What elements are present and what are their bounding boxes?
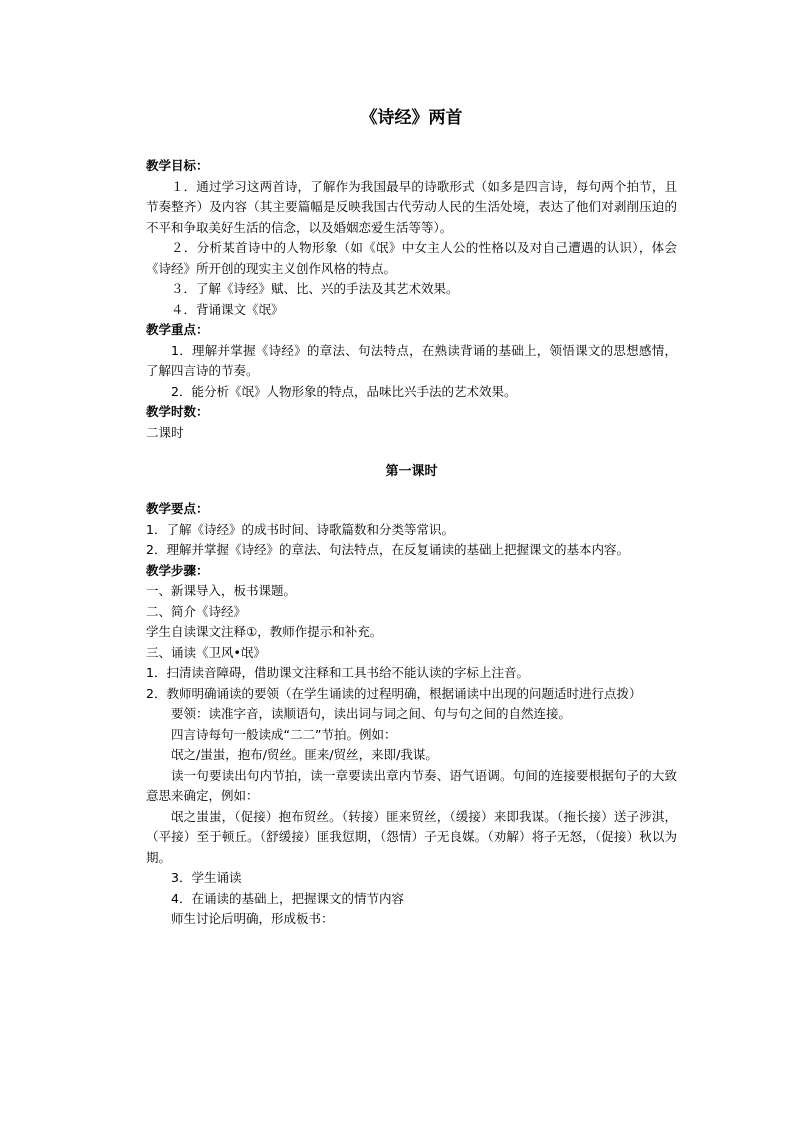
lesson1-point-item: 2．理解并掌握《诗经》的章法、句法特点，在反复诵读的基础上把握课文的基本内容。 — [146, 542, 629, 557]
reading-paragraph: 要领：读准字音，读顺语句，读出词与词之间、句与句之间的自然连接。 — [171, 706, 572, 721]
lesson1-point-item: 1．了解《诗经》的成书时间、诗歌篇数和分类等常识。 — [146, 521, 454, 537]
key-point-item: 2．能分析《氓》人物形象的特点，品味比兴手法的艺术效果。 — [171, 383, 517, 399]
reading-paragraph: 四言诗每句一般读成“二二”节拍。例如： — [171, 726, 397, 742]
reading-paragraph: 师生讨论后明确，形成板书： — [171, 911, 334, 926]
step-item: 学生自读课文注释①，教师作提示和补充。 — [146, 624, 383, 639]
lesson1-steps-heading: 教学步骤： — [146, 562, 209, 578]
lesson1-heading: 第一课时 — [385, 464, 438, 479]
hours-heading: 教学时数： — [146, 404, 209, 419]
objectives-heading: 教学目标： — [146, 158, 209, 173]
document-content — [146, 104, 677, 930]
objective-item: ３．了解《诗经》赋、比、兴的手法及其艺术效果。 — [171, 281, 459, 296]
key-points-heading: 教学重点： — [146, 322, 209, 337]
reading-paragraph: 4．在诵读的基础上，把握课文的情节内容 — [171, 890, 404, 906]
step-item: 二、简介《诗经》 — [146, 603, 247, 619]
lesson1-points-heading: 教学要点： — [146, 501, 209, 516]
reading-paragraph: 氓之蚩蚩，（促接）抱布贸丝。（转接）匪来贸丝，（缓接）来即我谋。（拖长接）送子涉淇，（平接）至于顿丘。（舒缓接）匪我愆期，（怨情）子无良媒。（劝解）将子无怒，（促接）秋以为期。 — [146, 808, 677, 865]
reading-paragraph: 氓之/蚩蚩，抱布/贸丝。匪来/贸丝，来即/我谋。 — [171, 747, 438, 762]
reading-paragraph: 读一句要读出句内节拍，读一章要读出章内节奏、语气语调。句间的连接要根据句子的大致意思来确定，例如： — [146, 767, 677, 803]
objective-item: ２．分析某首诗中的人物形象（如《氓》中女主人公的性格以及对自己遭遇的认识），体会《诗经》所开创的现实主义创作风格的特点。 — [146, 240, 677, 276]
key-point-item: 1．理解并掌握《诗经》的章法、句法特点，在熟读背诵的基础上，领悟课文的思想感情，了解四言诗的节奏。 — [146, 342, 677, 378]
hours-value: 二课时 — [146, 424, 184, 440]
objective-item: １．通过学习这两首诗，了解作为我国最早的诗歌形式（如多是四言诗，每句两个拍节，且节奏整齐）及内容（其主要篇幅是反映我国古代劳动人民的生活处境，表达了他们对剥削压迫的不平和争取美好生活的信念，以及婚姻恋爱生活等等）。 — [146, 178, 677, 235]
step-item: 三、诵读《卫风•氓》 — [146, 644, 266, 660]
step-item: 2．教师明确诵读的要领（在学生诵读的过程明确，根据诵读中出现的问题适时进行点拨） — [146, 685, 642, 701]
step-item: 1．扫清读音障碍，借助课文注释和工具书给不能认读的字标上注音。 — [146, 665, 529, 680]
objective-item: ４．背诵课文《氓》 — [171, 301, 284, 317]
reading-paragraph: 3．学生诵读 — [171, 870, 242, 885]
document-title: 《诗经》两首 — [360, 108, 463, 128]
step-item: 一、新课导入，板书课题。 — [146, 583, 297, 598]
